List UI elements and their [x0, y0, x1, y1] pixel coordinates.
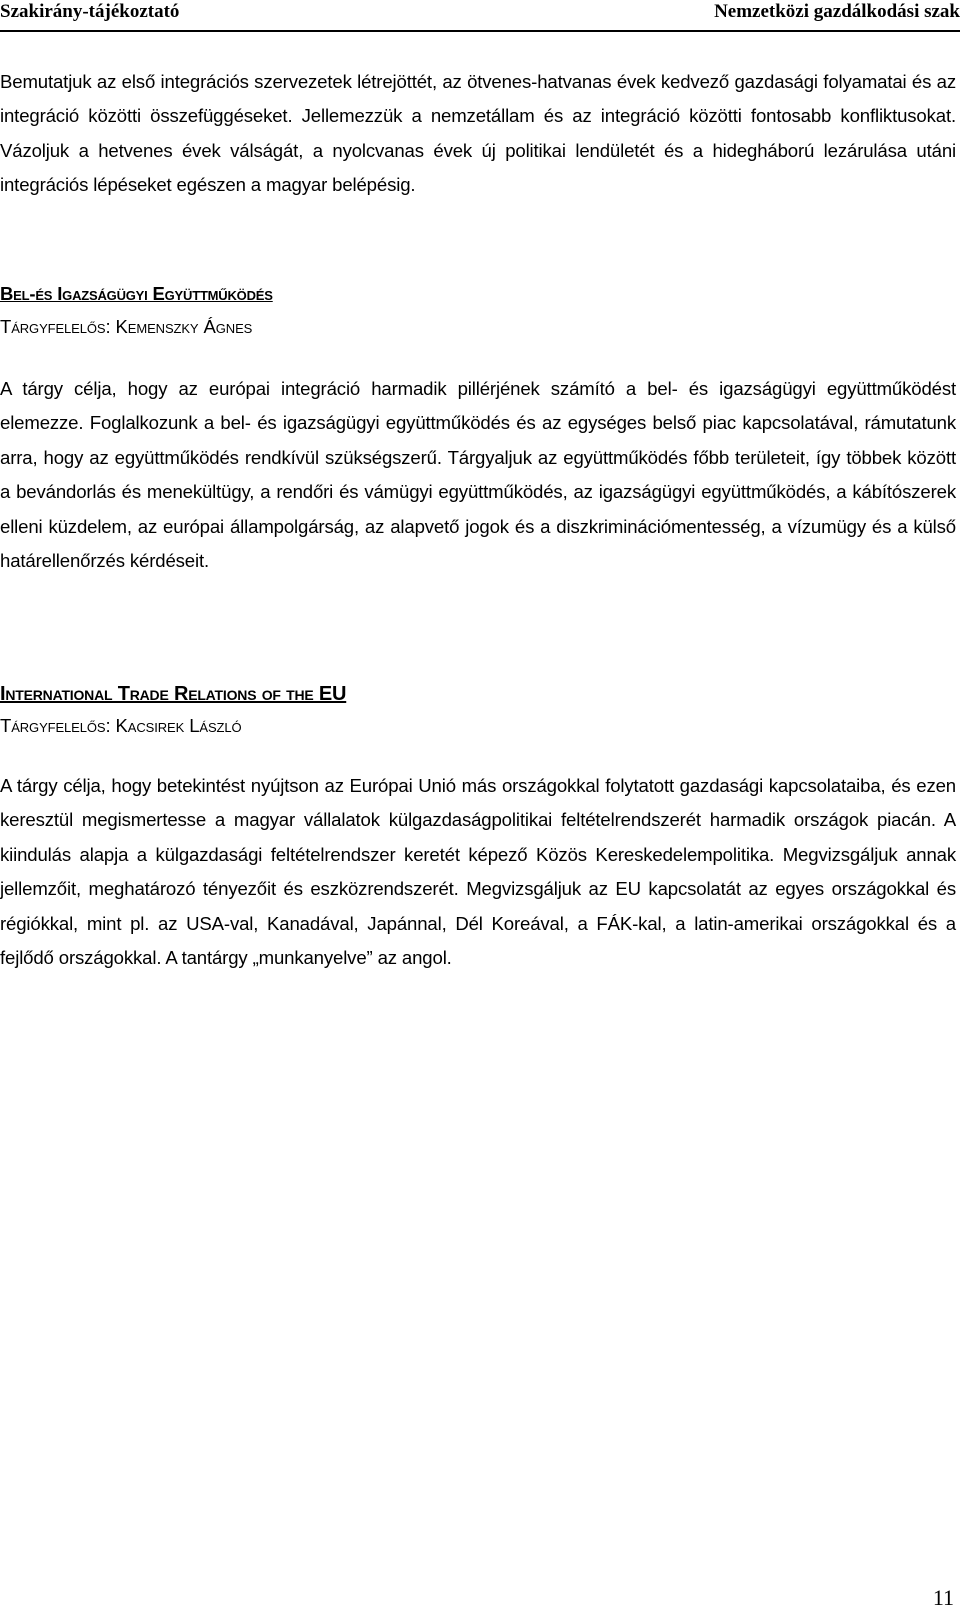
section-responsible-kemenszky: Tárgyfelelős: Kemenszky Ágnes: [0, 316, 253, 337]
header-right-title: Nemzetközi gazdálkodási szak: [714, 1, 960, 22]
section-title-international-trade: International Trade Relations of the EU: [0, 683, 347, 705]
page-header: [0, 0, 960, 32]
section-responsible-kacsirek: Tárgyfelelős: Kacsirek László: [0, 715, 242, 736]
intro-paragraph: Bemutatjuk az első integrációs szervezetek létrejöttét, az ötvenes-hatvanas évek kedvező gazdasági folyamatai és az integráció közötti összefüggéseket. Jellemezzük a nemzetállam és az integráció közötti fontosabb konfliktusokat. Vázoljuk a hetvenes évek válságát, a nyolcvanas évek új politikai lendületét és a hidegháború lezárulása utáni integrációs lépéseket egészen a magyar belépésig.: [0, 71, 956, 196]
section-body-international-trade: A tárgy célja, hogy betekintést nyújtson az Európai Unió más országokkal folytatott gazdasági kapcsolataiba, és ezen keresztül megismertesse a magyar vállalatok külgazdaságpolitikai feltételrendszerét harmadik országok piacán. A kiindulás alapja a külgazdasági feltételrendszer keretét képező Közös Kereskedelempolitika. Megvizsgáljuk annak jellemzőit, meghatározó tényezőit és eszközrendszerét. Megvizsgáljuk az EU kapcsolatát az egyes országokkal és régiókkal, mint pl. az USA-val, Kanadával, Japánnal, Dél Koreával, a FÁK-kal, a latin-amerikai országokkal és a fejlődő országokkal. A tantárgy „munkanyelve” az angol.: [0, 775, 956, 969]
section-title-bel-es-igazsagugyi: Bel-és Igazságügyi Együttműködés: [0, 283, 273, 304]
header-left-title: Szakirány-tájékoztató: [0, 1, 180, 22]
section-body-bel-es-igazsagugyi: A tárgy célja, hogy az európai integráció harmadik pillérjének számító a bel- és igazságügyi együttműködést elemezze. Foglalkozunk a bel- és igazságügyi együttműködés és az egységes belső piac kapcsolatával, rámutatunk arra, hogy az együttműködés rendkívül szükségszerű. Tárgyaljuk az együttműködés főbb területeit, így többek között a bevándorlás és menekültügy, a rendőri és vámügyi együttműködés, az igazságügyi együttműködés, a kábítószerek elleni küzdelem, az európai állampolgárság, az alapvető jogok és a diszkriminációmentesség, a vízumügy és a külső határellenőrzés kérdéseit.: [0, 378, 956, 572]
page-number: 11: [932, 1585, 954, 1610]
